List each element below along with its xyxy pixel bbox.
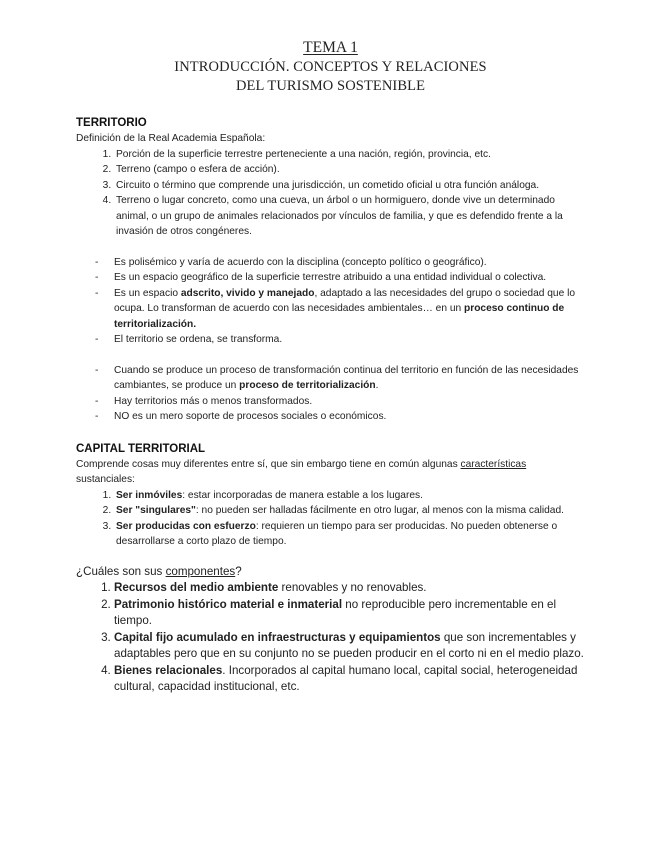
list-item: 1. Ser inmóviles: estar incorporadas de manera estable a los lugares. [114, 488, 585, 504]
list-item: 1. Recursos del medio ambiente renovables y no renovables. [114, 580, 585, 597]
list-item: 2. Ser "singulares": no pueden ser halladas fácilmente en otro lugar, al menos con la misma calidad. [114, 503, 585, 519]
bold-text: proceso de territorialización [239, 380, 376, 391]
territorio-intro: Definición de la Real Academia Española: [76, 133, 266, 144]
list-item: 3. Circuito o término que comprende una jurisdicción, un cometido oficial u otra función análoga. [114, 178, 585, 194]
territorio-notes-list [76, 255, 585, 348]
list-item: 4. Bienes relacionales. Incorporados al capital humano local, capital social, heterogeneidad cultural, capacidad institucional, etc. [114, 663, 585, 696]
list-item: - Hay territorios más o menos transformados. [114, 394, 585, 410]
list-item: - Es polisémico y varía de acuerdo con la disciplina (concepto político o geográfico). [114, 255, 585, 271]
list-item: 3. Capital fijo acumulado en infraestructuras y equipamientos que son incrementables y adaptables pero que en su conjunto no se pueden producir en el corto ni en el medio plazo. [114, 630, 585, 663]
list-item: - Es un espacio geográfico de la superficie terrestre atribuido a una entidad individual o colectiva. [114, 270, 585, 286]
definitions-list [76, 147, 585, 240]
list-item: - El territorio se ordena, se transforma. [114, 332, 585, 348]
list-item: - Es un espacio adscrito, vivido y manejado, adaptado a las necesidades del grupo o sociedad que lo ocupa. Lo transforman de acuerdo con las necesidades ambientales… en un proceso continuo de territorialización. [114, 286, 585, 333]
bold-text: adscrito, vivido y manejado [180, 287, 315, 299]
underlined-text: características [460, 458, 527, 470]
components-question: ¿Cuáles son sus componentes? [76, 564, 242, 578]
bold-text: proceso continuo de territorialización. [114, 303, 565, 330]
territorializacion-list [76, 363, 585, 425]
territorio-heading: TERRITORIO [76, 117, 147, 129]
list-item: 1. Porción de la superficie terrestre perteneciente a una nación, región, provincia, etc. [114, 147, 585, 163]
capital-intro: Comprende cosas muy diferentes entre sí, que sin embargo tiene en común algunas características sustanciales: [76, 458, 527, 485]
topic-number: TEMA 1 [303, 39, 358, 56]
list-item: 3. Ser producidas con esfuerzo: requieren un tiempo para ser producidas. No pueden obtenerse o desarrollarse a corto plazo de tiempo. [114, 519, 585, 550]
capital-heading: CAPITAL TERRITORIAL [76, 442, 206, 455]
capital-section [76, 442, 585, 550]
list-item: - Cuando se produce un proceso de transformación continua del territorio en función de las necesidades cambiantes, se produce un proceso de territorialización. [114, 363, 585, 394]
title-block [76, 38, 585, 96]
page-title-line2: DEL TURISMO SOSTENIBLE [235, 78, 426, 94]
underlined-text: componentes [165, 564, 236, 578]
page-title-line1: INTRODUCCIÓN. CONCEPTOS Y RELACIONES [174, 59, 487, 75]
list-item: 4. Terreno o lugar concreto, como una cueva, un árbol o un hormiguero, donde vive un determinado animal, o un grupo de animales relacionados por vínculos de familia, y que es defendido frente a la invasión de otros congéneres. [114, 193, 585, 240]
list-item: 2. Terreno (campo o esfera de acción). [114, 162, 585, 178]
list-item: 2. Patrimonio histórico material e inmaterial no reproducible pero incrementable en el tiempo. [114, 597, 585, 630]
characteristics-list [76, 488, 585, 550]
territorio-section [76, 116, 585, 425]
components-list [76, 580, 585, 696]
list-item: - NO es un mero soporte de procesos sociales o económicos. [114, 409, 585, 425]
components-section [76, 564, 585, 696]
